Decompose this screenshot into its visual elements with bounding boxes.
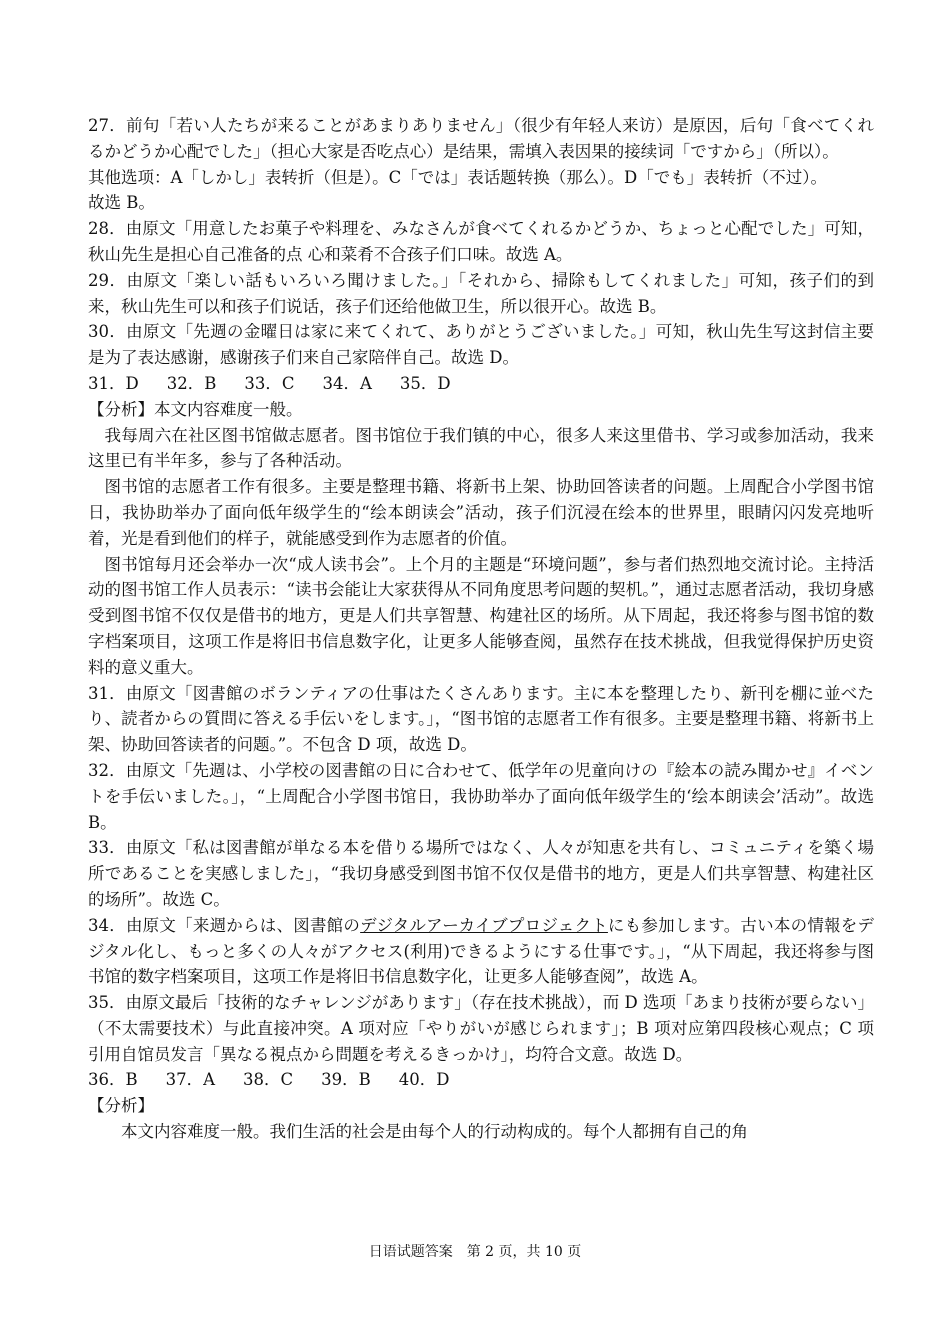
analysis-heading-2: 【分析】 — [88, 1096, 154, 1116]
analysis-heading-1: 【分析】本文内容难度一般。 — [88, 399, 303, 419]
answer-34: 34．A — [322, 373, 372, 393]
translation-para-2: 图书馆的志愿者工作有很多。主要是整理书籍、将新书上架、协助回答读者的问题。上周配合小学图书馆日，我协助举办了面向低年级学生的“绘本朗读会”活动，孩子们沉浸在绘本的世界里，眼睛闪闪发亮地听着，光是看到他们的样子，就能感受到作为志愿者的价值。 — [88, 477, 874, 548]
answer-32: 32．B — [166, 373, 217, 393]
q32-explanation: 32．由原文「先週は、小学校の図書館の日に合わせて、低学年の児童向けの『絵本の読み聞かせ』イベントを手伝いました。」，“上周配合小学图书馆日，我协助举办了面向低年级学生的‘绘本朗读会’活动”。故选 B。 — [88, 760, 874, 832]
q34-post: にも参加します。古い本の情報をデジタル化し、もっと多くの人々がアクセス(利用)できるようにする仕事です。」，“从下周起，我还将参与图书馆的数字档案项目，这项工作是将旧书信息数字化，让更多人能够查阅”，故选 A。 — [88, 915, 875, 987]
answer-40: 40．D — [398, 1070, 450, 1090]
q35-explanation: 35．由原文最后「技術的なチャレンジがあります」（存在技术挑战），而 D 选项「あまり技術が要らない」（不太需要技术）与此直接冲突。A 项对应「やりがいが感じられます」；B 项对应第四段核心观点；C 项引用自馆员发言「異なる視点から問題を考えるきっかけ」，均符合文意。故选 D。 — [88, 993, 874, 1064]
answer-35: 35．D — [399, 373, 451, 393]
page-footer: 日语试题答案 第 2 页，共 10 页 — [368, 1244, 582, 1260]
answer-key-31-35 — [88, 371, 874, 397]
analysis-para: 本文内容难度一般。我们生活的社会是由每个人的行动构成的。每个人都拥有自己的角 — [121, 1122, 748, 1142]
answer-36: 36．B — [88, 1070, 138, 1090]
translation-para-1: 我每周六在社区图书馆做志愿者。图书馆位于我们镇的中心，很多人来这里借书、学习或参加活动，我来这里已有半年多，参与了各种活动。 — [88, 425, 874, 471]
answer-document — [88, 113, 874, 1145]
q34-pre: 34．由原文「来週からは、図書館の — [88, 915, 361, 935]
q28-explanation: 28．由原文「用意したお菓子や料理を、みなさんが食べてくれるかどうか、ちょっと心配でした」可知，秋山先生是担心自己准备的点 心和菜肴不合孩子们口味。故选 A。 — [88, 219, 874, 264]
q31-explanation: 31．由原文「図書館のボランティアの仕事はたくさんあります。主に本を整理したり、新刊を棚に並べたり、読者からの質問に答える手伝いをします。」，“图书馆的志愿者工作有很多。主要是整理书籍、将新书上架、协助回答读者的问题。”。不包含 D 项，故选 D。 — [88, 683, 874, 755]
answer-key-36-40 — [88, 1067, 874, 1093]
q27-choice: 故选 B。 — [88, 193, 155, 213]
q33-explanation: 33．由原文「私は図書館が単なる本を借りる場所ではなく、人々が知恵を共有し、コミュニティを築く場所であることを実感しました」，“我切身感受到图书馆不仅仅是借书的地方，更是人们共享智慧、构建社区的场所”。故选 C。 — [88, 838, 875, 909]
q27-explanation: 27．前句「若い人たちが来ることがあまりありません」（很少有年轻人来访）是原因，后句「食べてくれるかどうか心配でした」（担心大家是否吃点心）是结果，需填入表因果的接续词「ですから」（所以）。 — [88, 116, 874, 161]
q29-explanation: 29．由原文「楽しい話もいろいろ聞けました。」「それから、掃除もしてくれました」可知，孩子们的到来，秋山先生可以和孩子们说话，孩子们还给他做卫生，所以很开心。故选 B。 — [88, 270, 874, 316]
q30-explanation: 30．由原文「先週の金曜日は家に来てくれて、ありがとうございました。」可知，秋山先生写这封信主要是为了表达感谢，感谢孩子们来自己家陪伴自己。故选 D。 — [88, 322, 874, 368]
q34-underlined-term: デジタルアーカイブプロジェクト — [360, 915, 608, 935]
answer-39: 39．B — [321, 1070, 371, 1090]
q34-explanation — [88, 913, 874, 990]
answer-37: 37．A — [165, 1070, 216, 1090]
q27-other-options: 其他选项：A「しかし」表转折（但是）。C「では」表话题转换（那么）。D「でも」表转折（不过）。 — [88, 167, 828, 187]
answer-38: 38．C — [243, 1070, 294, 1090]
answer-31: 31．D — [88, 373, 139, 393]
translation-para-3: 图书馆每月还会举办一次“成人读书会”。上个月的主题是“环境问题”，参与者们热烈地交流讨论。主持活动的图书馆工作人员表示：“读书会能让大家获得从不同角度思考问题的契机。”，通过志愿者活动，我切身感受到图书馆不仅仅是借书的地方，更是人们共享智慧、构建社区的场所。从下周起，我还将参与图书馆的数字档案项目，这项工作是将旧书信息数字化，让更多人能够查阅，虽然存在技术挑战，但我觉得保护历史资料的意义重大。 — [88, 554, 874, 677]
answer-33: 33．C — [244, 373, 295, 393]
